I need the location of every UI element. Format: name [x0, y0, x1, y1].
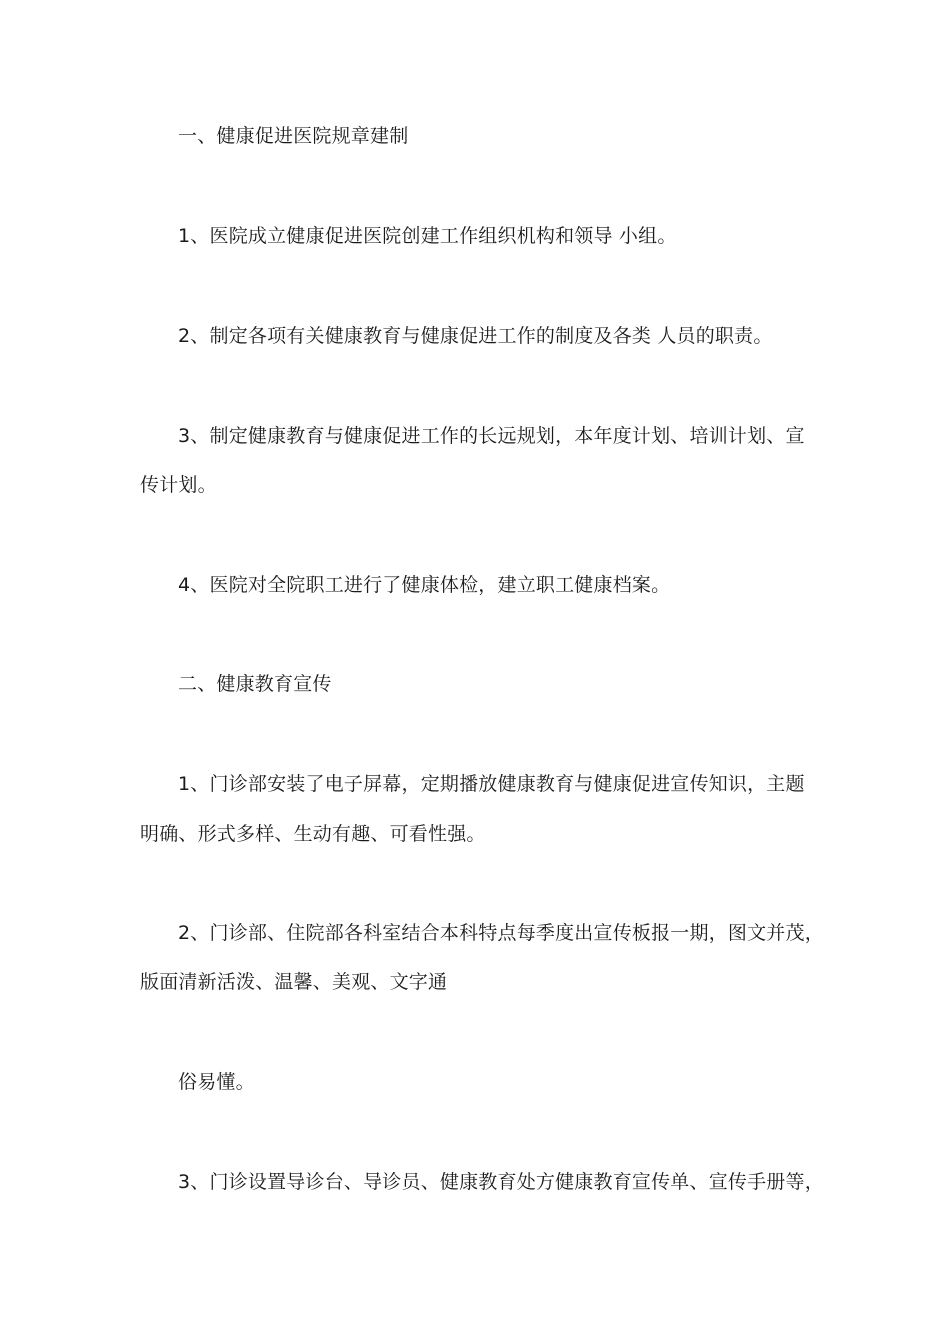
section1-item-3-line-2: 传计划。 — [140, 474, 217, 496]
section2-item-2-line-1: 2、门诊部、住院部各科室结合本科特点每季度出宣传板报一期，图文并茂， — [178, 922, 824, 944]
section2-item-1-line-1: 1、门诊部安装了电子屏幕，定期播放健康教育与健康促进宣传知识，主题 — [178, 773, 805, 795]
section1-item-1: 1、医院成立健康促进医院创建工作组织机构和领导 小组。 — [178, 225, 677, 247]
section-heading-1: 一、健康促进医院规章建制 — [178, 125, 409, 147]
section2-item-1-line-2: 明确、形式多样、生动有趣、可看性强。 — [140, 823, 486, 845]
section-heading-2: 二、健康教育宣传 — [178, 673, 332, 695]
section1-item-2: 2、制定各项有关健康教育与健康促进工作的制度及各类 人员的职责。 — [178, 325, 773, 347]
section2-item-3-line-1: 3、门诊设置导诊台、导诊员、健康教育处方健康教育宣传单、宣传手册等， — [178, 1171, 824, 1193]
section1-item-3-line-1: 3、制定健康教育与健康促进工作的长远规划，本年度计划、培训计划、宣 — [178, 425, 805, 447]
section1-item-4: 4、医院对全院职工进行了健康体检，建立职工健康档案。 — [178, 574, 671, 596]
section2-item-2-line-3: 俗易懂。 — [178, 1071, 255, 1093]
section2-item-2-line-2: 版面清新活泼、温馨、美观、文字通 — [140, 971, 448, 993]
